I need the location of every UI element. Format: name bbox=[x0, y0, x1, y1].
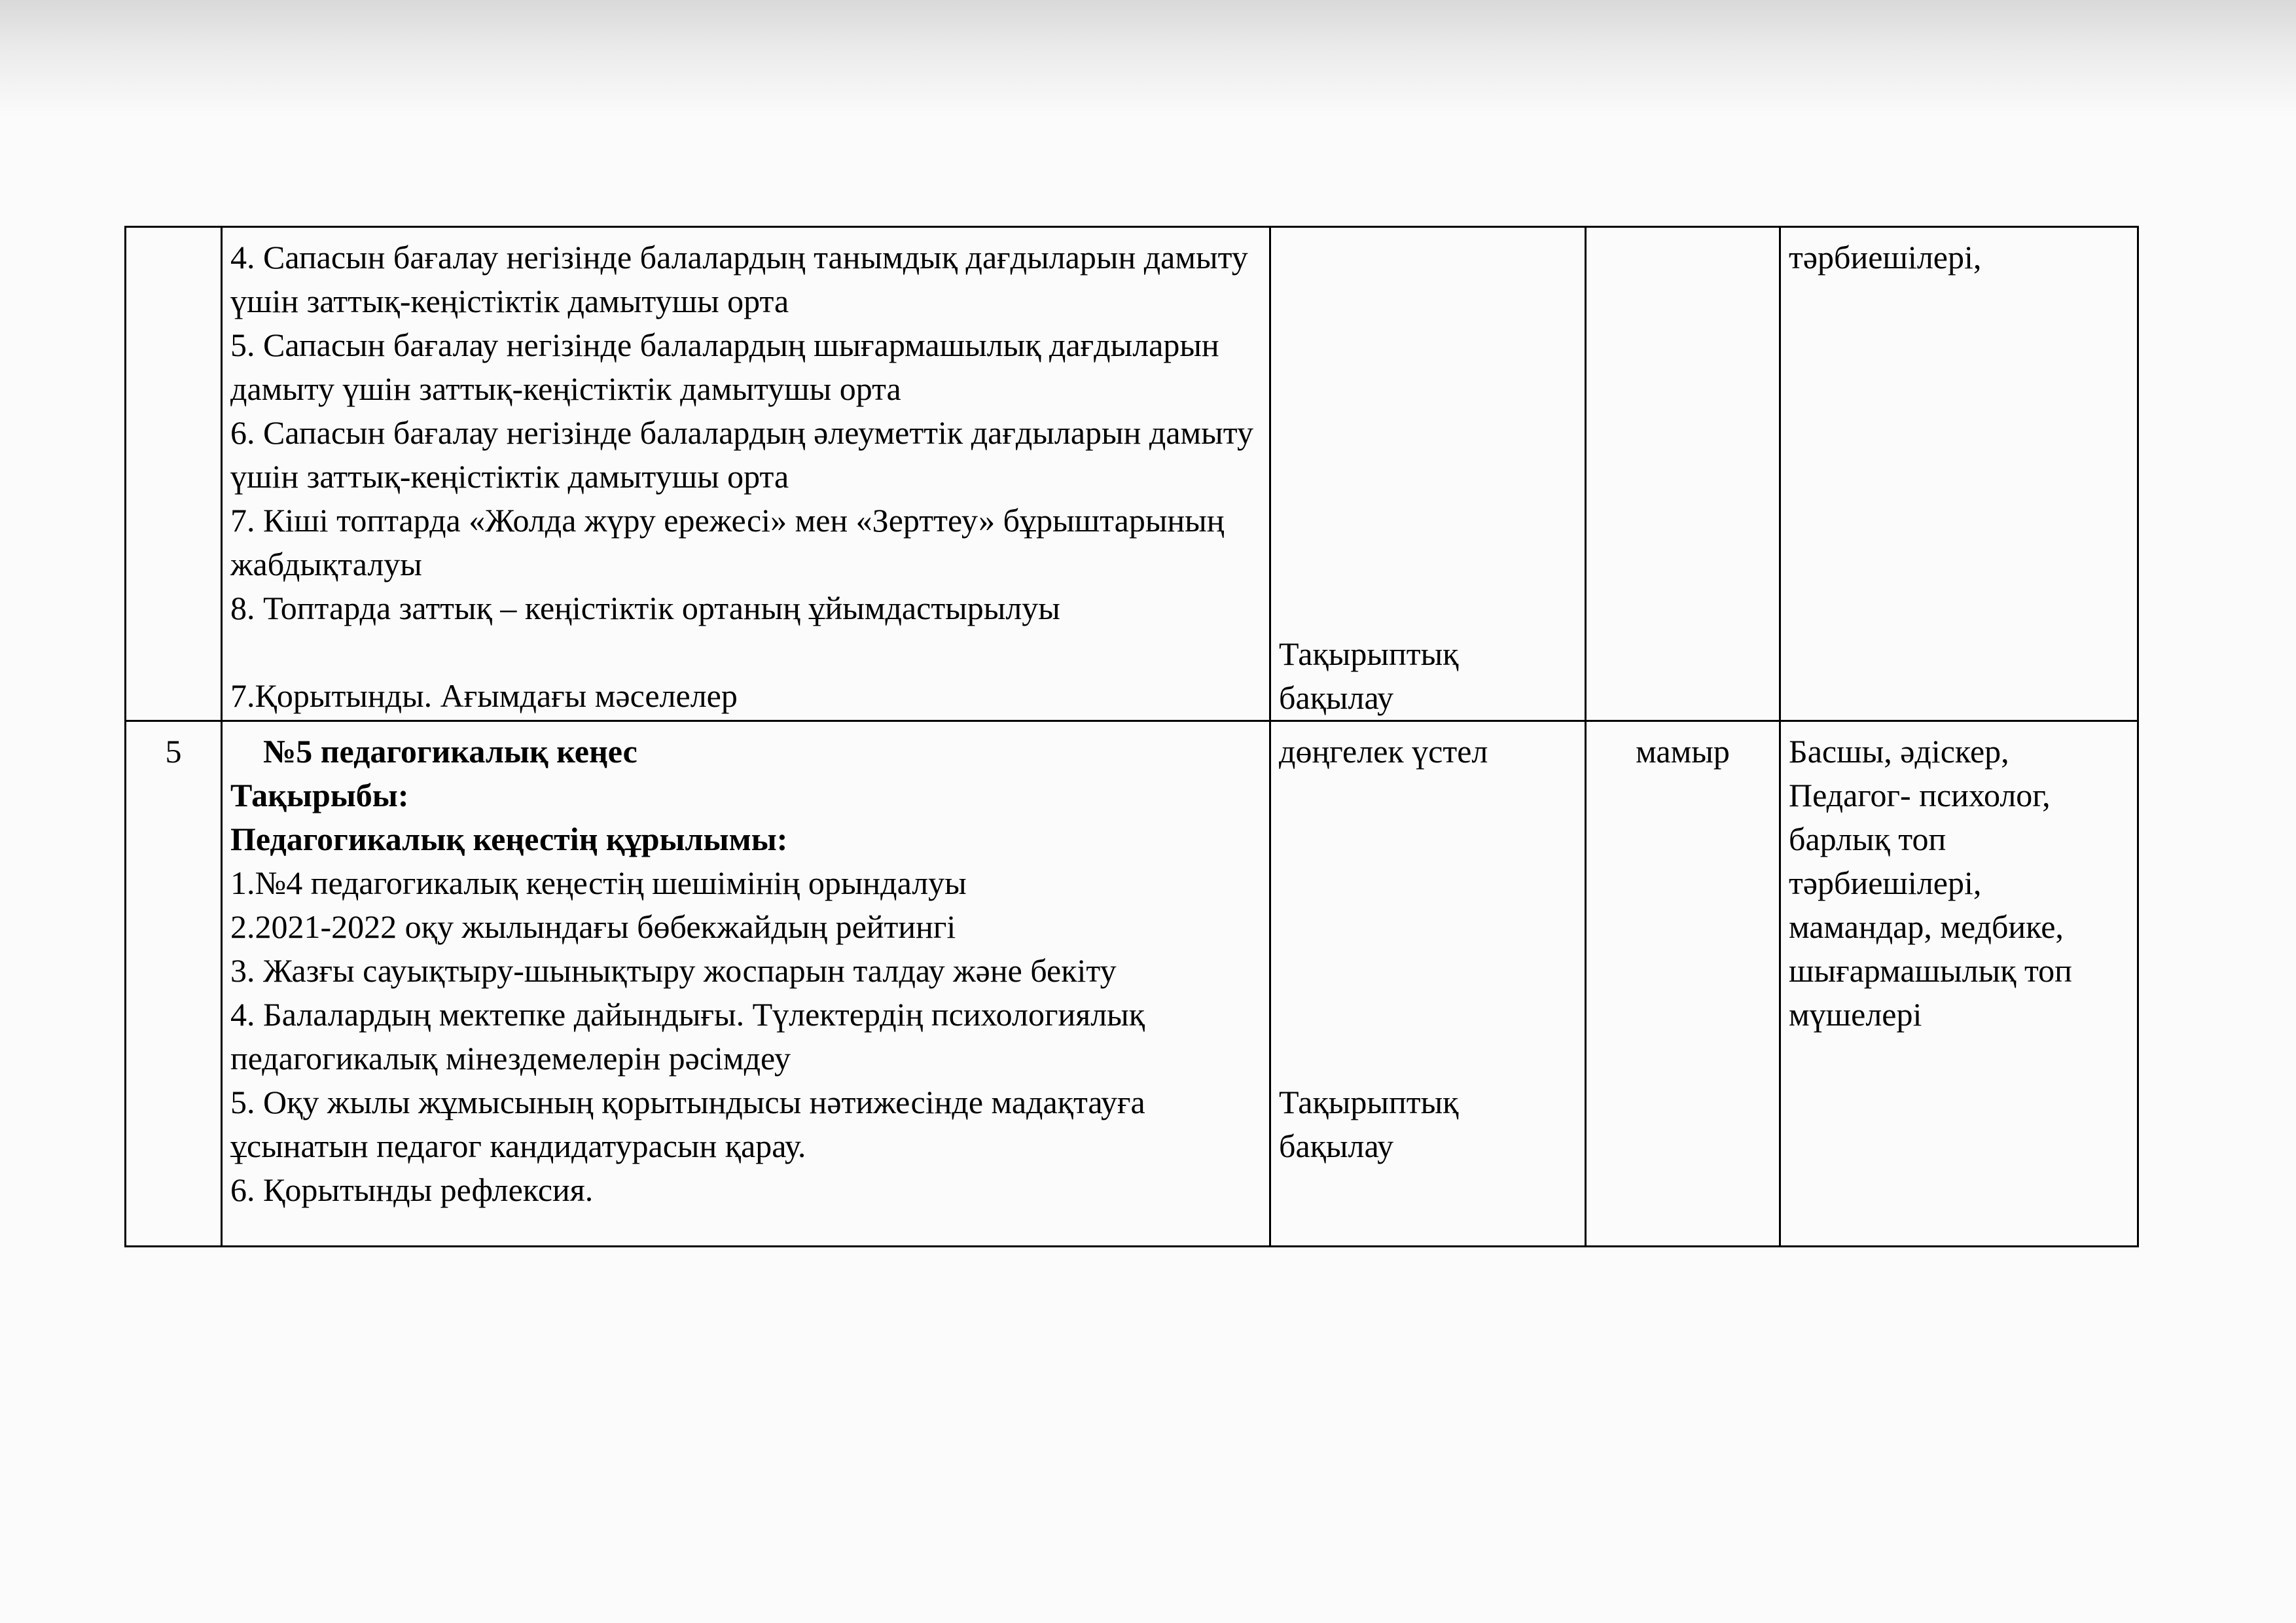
structure-label: Педагогикалық кеңестің құрылымы: bbox=[230, 821, 788, 857]
topic-label: Тақырыбы: bbox=[230, 777, 409, 813]
list-item: 4. Сапасын бағалау негізінде балалардың танымдық дағдыларын дамыту үшін заттық-кеңістіктік дамытушы орта bbox=[230, 239, 1248, 319]
list-item: 2.2021-2022 оқу жылындағы бөбекжайдың рейтингі bbox=[230, 908, 956, 945]
form-text: Тақырыптық бақылау bbox=[1279, 1084, 1459, 1164]
form-text: Тақырыптық бақылау bbox=[1279, 635, 1459, 716]
list-item: 6. Сапасын бағалау негізінде балалардың әлеуметтік дағдыларын дамыту үшін заттық-кеңістіктік дамытушы орта bbox=[230, 414, 1253, 495]
list-item: 8. Топтарда заттық – кеңістіктік ортаның ұйымдастырылуы bbox=[230, 590, 1060, 626]
responsible-cell: Басшы, әдіскер, Педагог- психолог, барлық топ тәрбиешілері, мамандар, медбике, шығармашылық топ мүшелері bbox=[1780, 721, 2138, 1247]
table-row bbox=[126, 721, 2138, 1247]
list-item: 3. Жазғы сауықтыру-шынықтыру жоспарын талдау және бекіту bbox=[230, 952, 1117, 989]
list-item: 6. Қорытынды рефлексия. bbox=[230, 1171, 594, 1208]
content-cell bbox=[222, 721, 1270, 1247]
form-cell bbox=[1270, 227, 1586, 721]
list-item: 7.Қорытынды. Ағымдағы мәселелер bbox=[230, 677, 738, 714]
date-cell bbox=[1586, 227, 1780, 721]
council-title: №5 педагогикалық кеңес bbox=[263, 733, 637, 770]
table-row bbox=[126, 227, 2138, 721]
scan-shadow bbox=[0, 0, 2296, 118]
list-item: 5. Сапасын бағалау негізінде балалардың шығармашылық дағдыларын дамыту үшін заттық-кеңістіктік дамытушы орта bbox=[230, 327, 1219, 407]
form-cell bbox=[1270, 721, 1586, 1247]
row-number-cell bbox=[126, 227, 222, 721]
list-item: 1.№4 педагогикалық кеңестің шешімінің орындалуы bbox=[230, 865, 967, 901]
date-cell: мамыр bbox=[1586, 721, 1780, 1247]
list-item: 5. Оқу жылы жұмысының қорытындысы нәтижесінде мадақтауға ұсынатын педагог кандидатурасын қарау. bbox=[230, 1084, 1145, 1164]
form-text: дөңгелек үстел bbox=[1279, 733, 1488, 770]
plan-table bbox=[124, 226, 2139, 1247]
list-item: 7. Кіші топтарда «Жолда жүру ережесі» мен «Зерттеу» бұрыштарының жабдықталуы bbox=[230, 502, 1225, 582]
responsible-cell: тәрбиешілері, bbox=[1780, 227, 2138, 721]
row-number-cell: 5 bbox=[126, 721, 222, 1247]
list-item: 4. Балалардың мектепке дайындығы. Түлектердің психологиялық педагогикалық мінездемелерін рәсімдеу bbox=[230, 996, 1145, 1077]
content-cell bbox=[222, 227, 1270, 721]
